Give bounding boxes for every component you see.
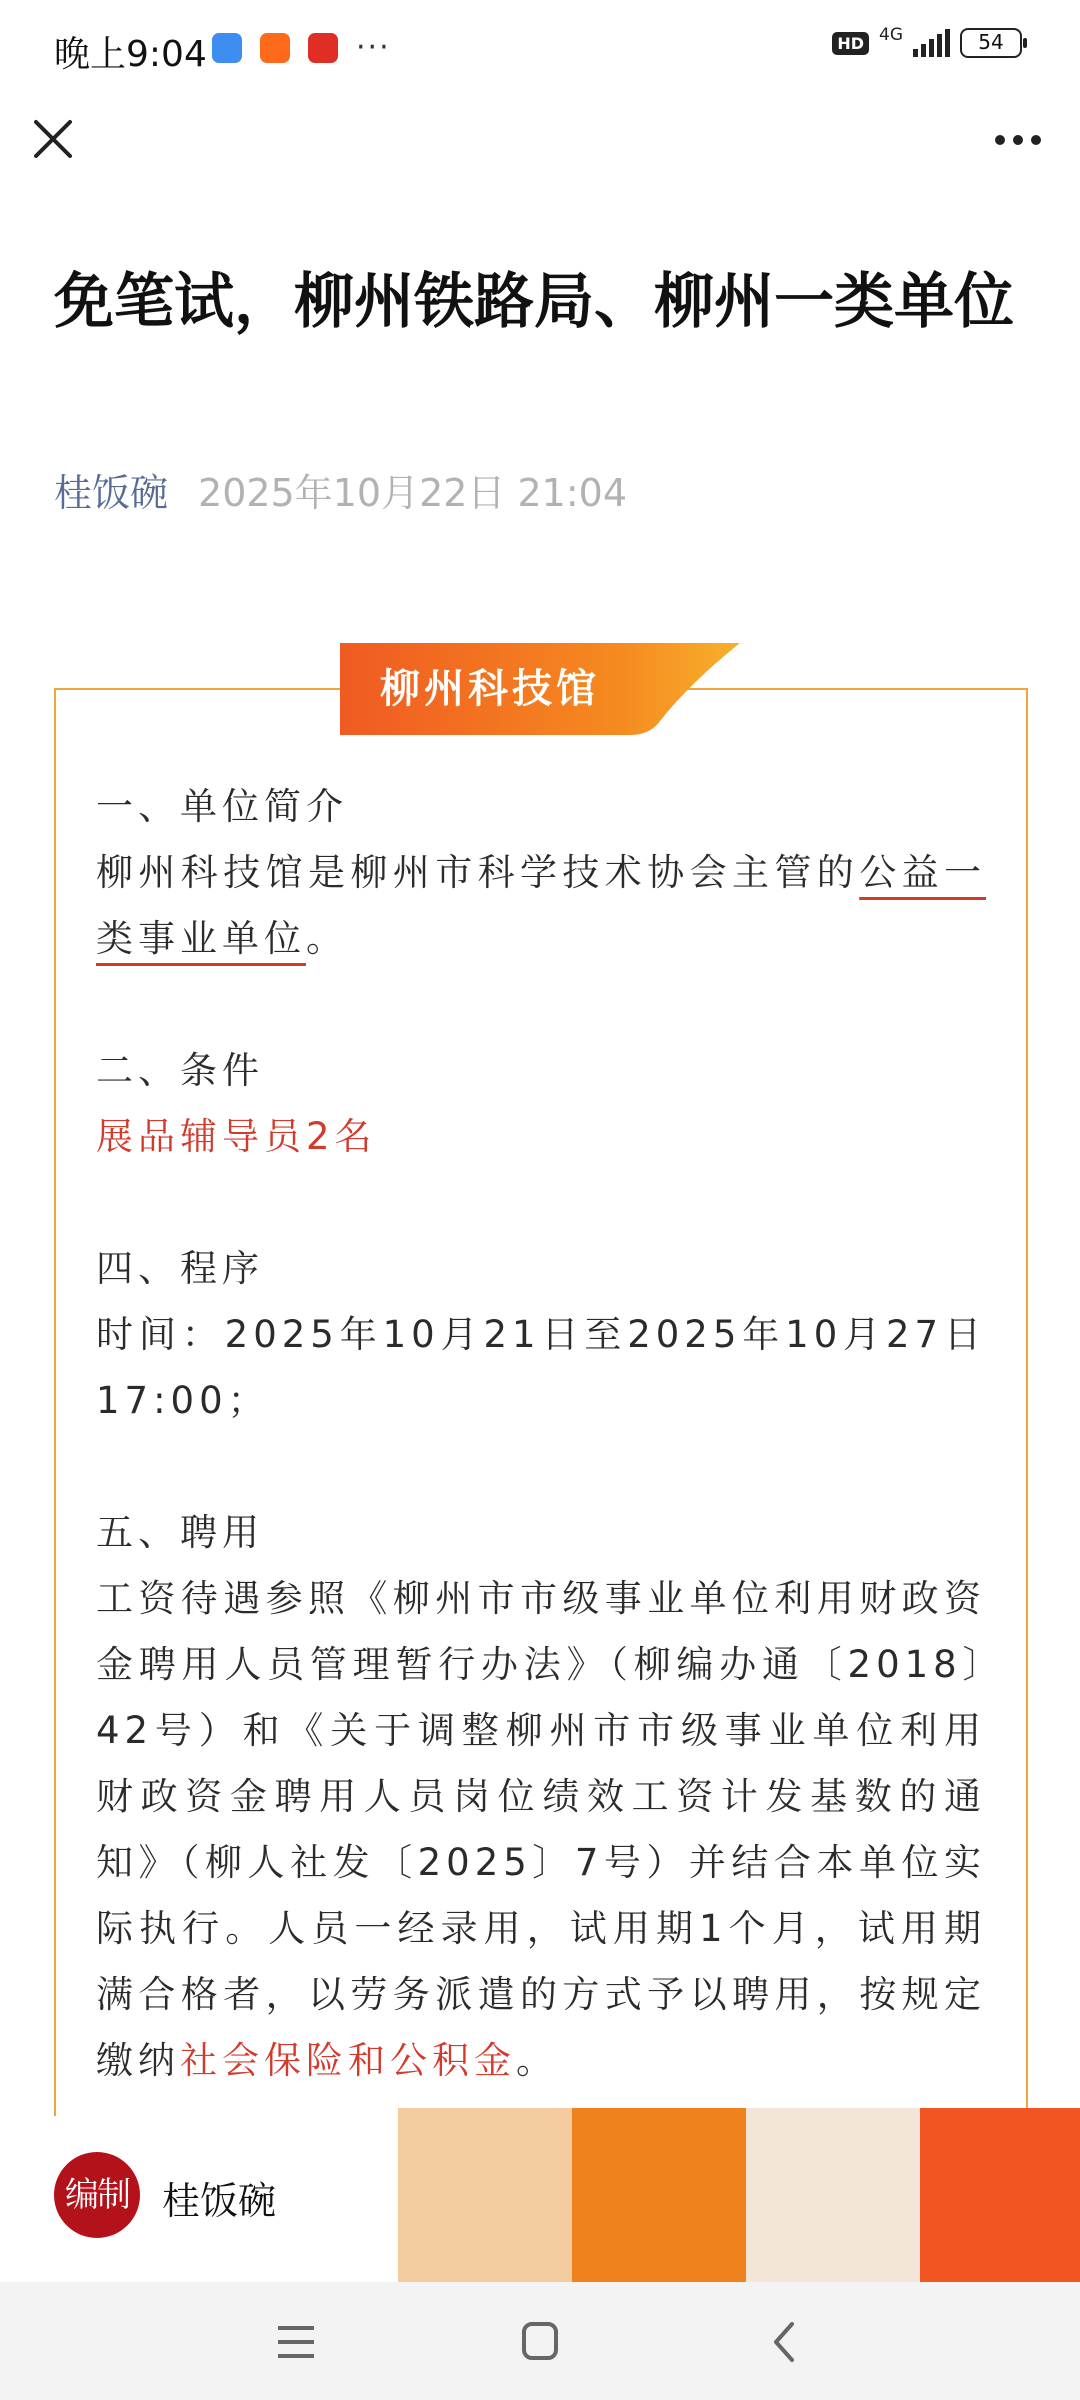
more-icon [988, 116, 1052, 164]
highlighted-link: 公益一类事业单位 [96, 851, 987, 960]
editor-name: 桂饭碗 [162, 2179, 277, 2223]
color-swatch [398, 2108, 572, 2282]
signal-icon [913, 29, 950, 57]
color-swatch [572, 2108, 746, 2282]
highlighted-text: 社会保险和公积金 [180, 2039, 516, 2082]
section-heading: 四、程序 [96, 1247, 264, 1290]
paragraph-text: 。 [516, 2039, 558, 2082]
home-button[interactable] [510, 2316, 570, 2368]
more-notifications-icon: ··· [356, 30, 391, 65]
color-swatch [920, 2108, 1080, 2282]
kuaishou-app-icon [260, 33, 290, 63]
color-swatch [746, 2108, 920, 2282]
article-meta [54, 462, 627, 517]
paragraph-text: 工资待遇参照《柳州市市级事业单位利用财政资金聘用人员管理暂行办法》（柳编办通〔2018〕42号）和《关于调整柳州市市级事业单位利用财政资金聘用人员岗位绩效工资计发基数的通知》（柳人社发〔2025〕7号）并结合本单位实际执行。人员一经录用，试用期1个月，试用期满合格者，以劳务派遣的方式予以聘用，按规定缴纳 [96, 1577, 986, 2082]
battery-icon: 54 [960, 28, 1022, 58]
article-title: 免笔试，柳州铁路局、柳州一类单位 [54, 267, 1014, 337]
section-paragraph: 展品辅导员2名 [96, 1115, 377, 1158]
close-button[interactable] [30, 116, 78, 164]
network-type: 4G [879, 24, 903, 45]
section-paragraph: 时间：2025年10月21日至2025年10月27日17:00； [96, 1313, 986, 1422]
section-paragraph [96, 1566, 986, 2094]
section-heading: 二、条件 [96, 1049, 264, 1092]
article-body [96, 774, 986, 2094]
paragraph-text: 。 [306, 917, 348, 960]
color-swatches [398, 2108, 1080, 2282]
menu-icon [266, 2316, 326, 2368]
close-icon [30, 116, 78, 164]
editor-seal: 编制 [54, 2152, 140, 2238]
back-arrow-icon [756, 2316, 816, 2368]
recent-apps-button[interactable] [266, 2316, 326, 2368]
more-options-button[interactable] [988, 116, 1052, 164]
hd-icon: HD [832, 32, 869, 55]
shopping-app-icon [308, 33, 338, 63]
back-button[interactable] [756, 2316, 816, 2368]
notification-icons [212, 30, 391, 65]
mail-app-icon [212, 33, 242, 63]
section-heading: 一、单位简介 [96, 785, 348, 828]
author-link[interactable]: 桂饭碗 [54, 471, 169, 515]
publish-date: 2025年10月22日 21:04 [198, 471, 628, 515]
section-heading: 五、聘用 [96, 1511, 264, 1554]
banner-title: 柳州科技馆 [380, 666, 600, 712]
status-time: 晚上9:04 [54, 34, 207, 75]
section-paragraph [96, 840, 986, 972]
status-indicators [832, 24, 1022, 58]
paragraph-text: 柳州科技馆是柳州市科学技术协会主管的 [96, 851, 860, 894]
status-bar [0, 0, 1080, 96]
home-icon [510, 2316, 570, 2368]
